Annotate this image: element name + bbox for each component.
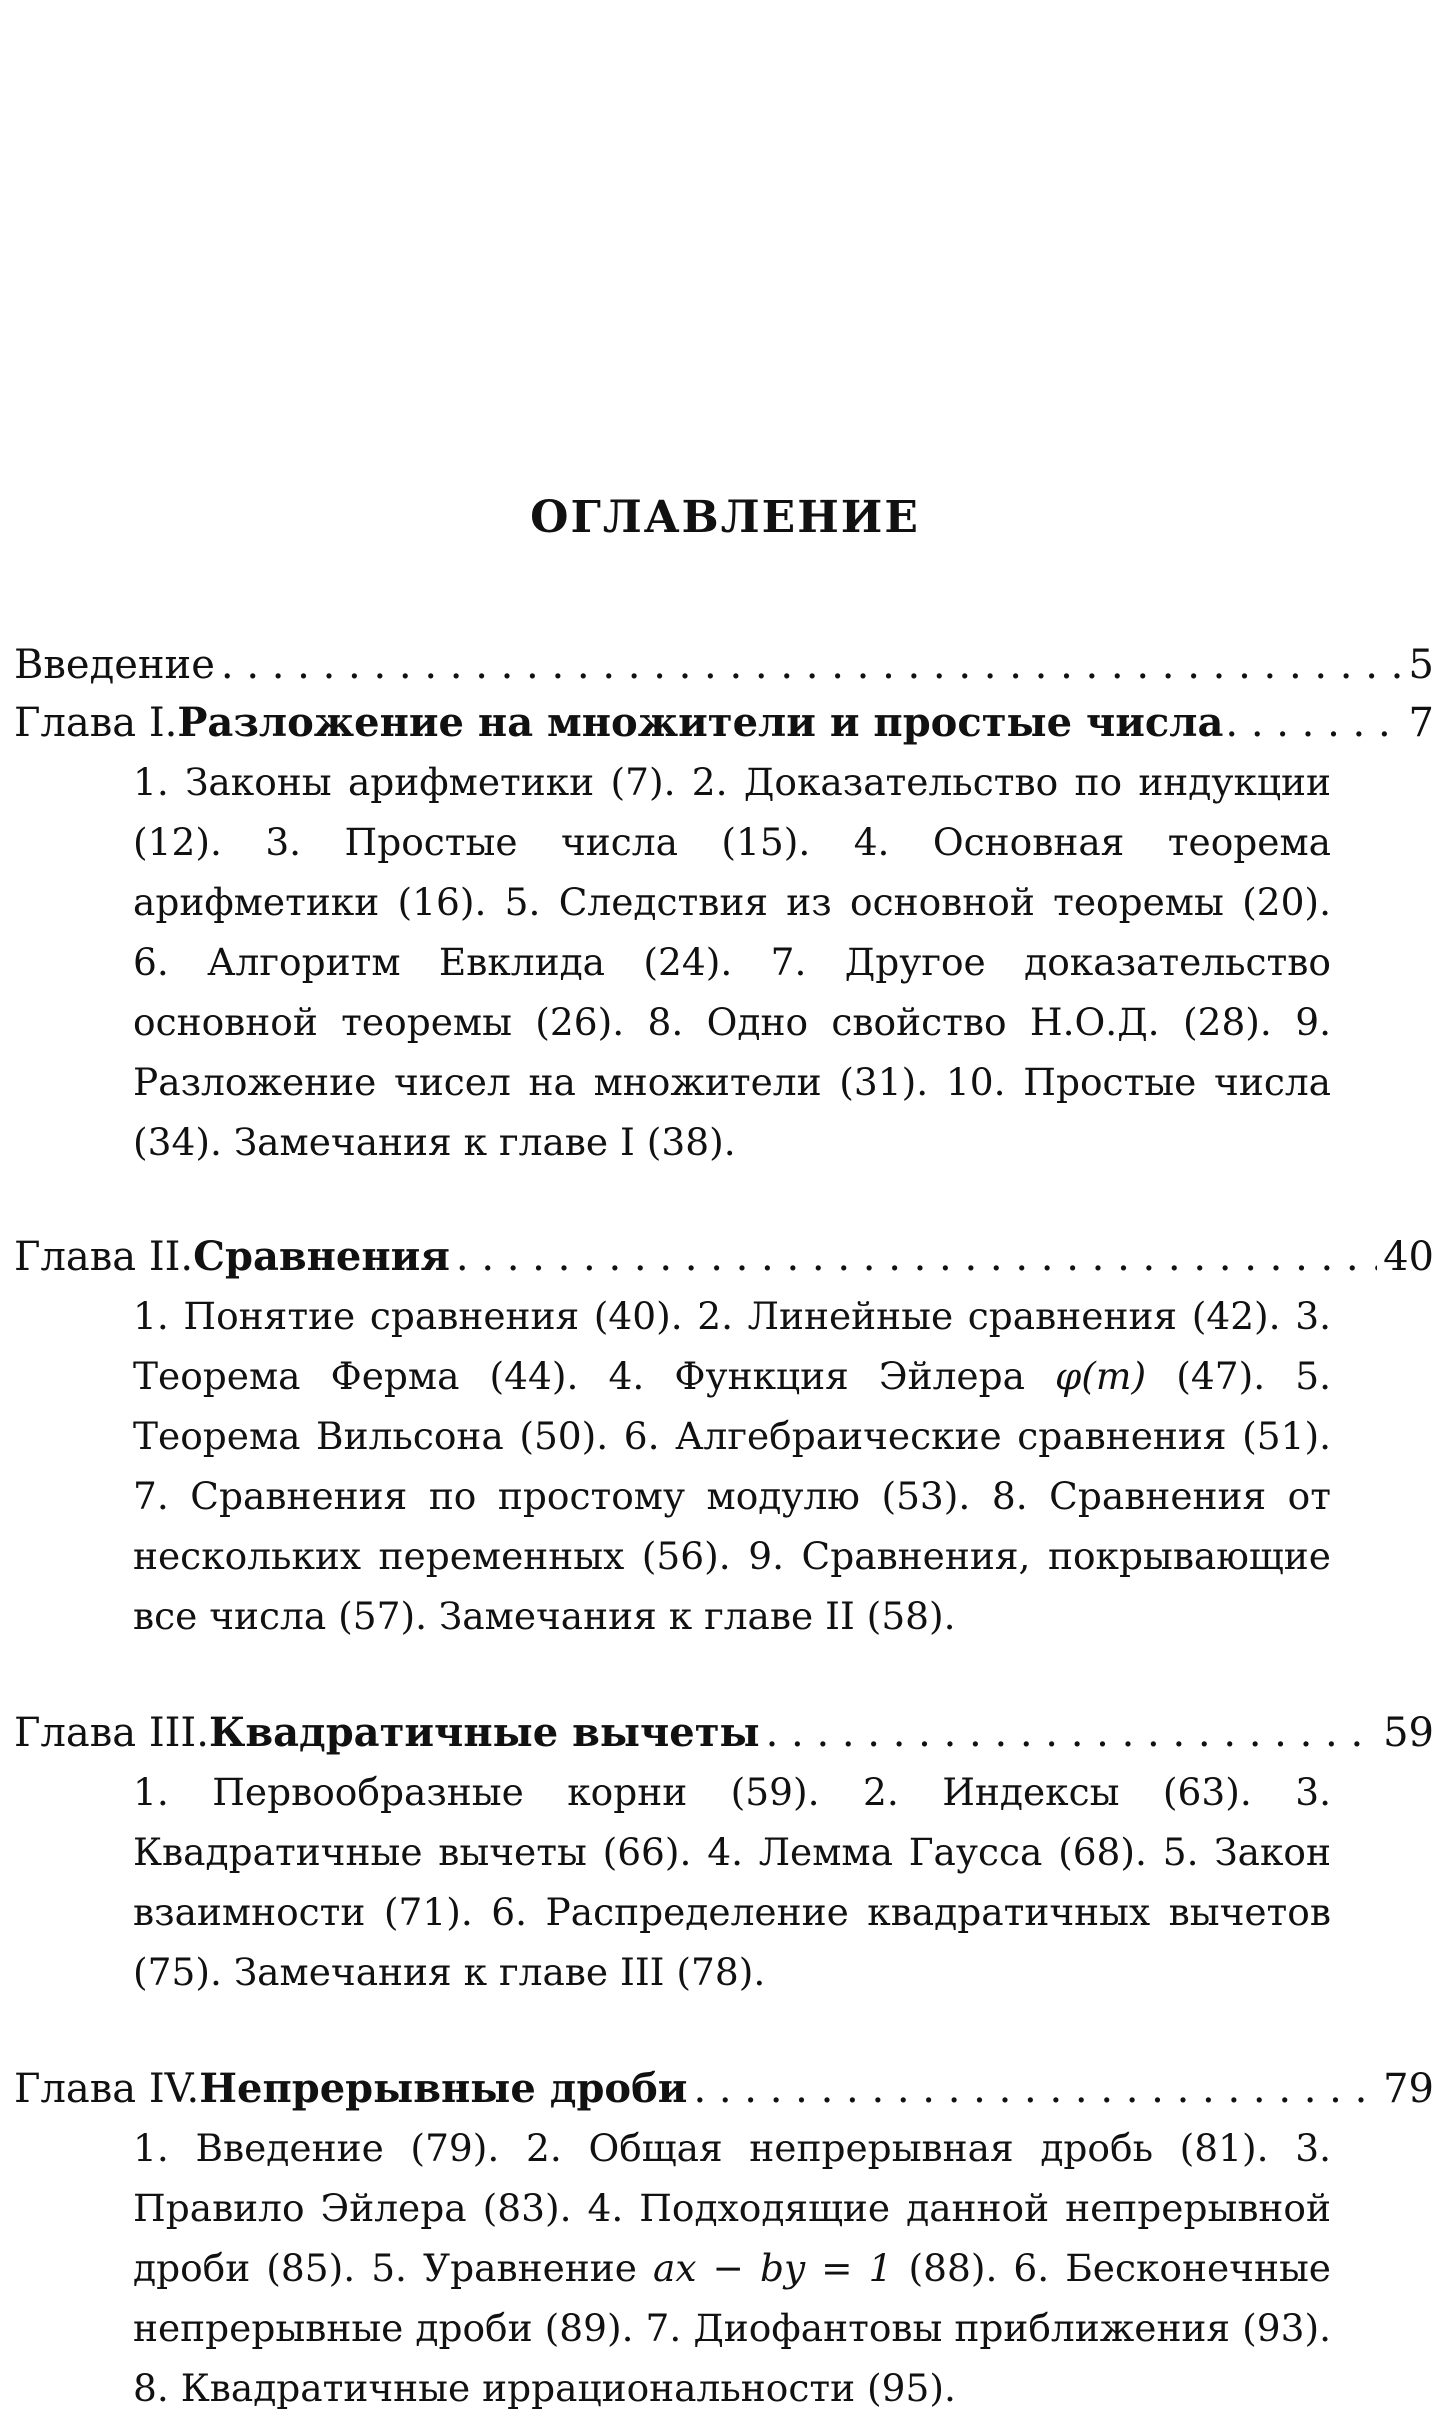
page-number: 40 [1383,1234,1434,1280]
dot-leader [766,1704,1378,1762]
dot-leader [221,636,1403,694]
toc-heading[interactable] [14,694,1434,752]
entry-label: Введение [14,642,215,688]
dot-leader [456,1228,1377,1286]
toc-entry-chapter-1 [14,694,1434,1172]
chapter-contents: 1. Законы арифметики (7). 2. Доказательство по индукции (12). 3. Простые числа (15). 4. Основная теорема арифметики (16). 5. Следствия из основной теоремы (20). 6. Алгоритм Евклида (24). 7. Другое доказательство основной теоремы (26). 8. Одно свойство Н.О.Д. (28). 9. Разложение чисел на множители (31). 10. Простые числа (34). Замечания к главе I (38). [133,760,1331,1164]
page-number: 5 [1408,642,1434,688]
toc-entry-chapter-2 [14,1228,1434,1646]
math-expression: φ(m) [1055,1354,1147,1398]
chapter-contents: 1. Первообразные корни (59). 2. Индексы (63). 3. Квадратичные вычеты (66). 4. Лемма Гаусса (68). 5. Закон взаимности (71). 6. Распределение квадратичных вычетов (75). Замечания к главе III (78). [133,1770,1331,1994]
chapter-number: Глава IV. [14,2066,200,2112]
dot-leader [693,2060,1377,2118]
chapter-number: Глава II. [14,1234,194,1280]
chapter-title: Квадратичные вычеты [208,1709,760,1756]
toc-heading[interactable] [14,1228,1434,1286]
contents-text: 1. Введение (79). 2. Общая непрерывная дробь (81). 3. Правило Эйлера (83). 4. Подходящие данной непрерывной дроби (85). 5. Уравнение [133,2126,1331,2290]
chapter-number: Глава I. [14,700,178,746]
page-title: ОГЛАВЛЕНИЕ [530,492,920,543]
chapter-title: Сравнения [193,1233,450,1280]
toc-entry-introduction [14,636,1434,694]
toc-heading[interactable] [14,1704,1434,1762]
toc-heading[interactable] [14,636,1434,694]
page-number: 7 [1408,700,1434,746]
page-number: 59 [1383,1710,1434,1756]
contents-text: 1. Понятие сравнения (40). 2. Линейные сравнения (42). 3. Теорема Ферма (44). 4. Функция Эйлера [133,1294,1331,1398]
contents-text: (88). 6. Бесконечные непрерывные дроби (89). 7. Диофантовы приближения (93). 8. Квадратичные иррациональности (95). [133,2246,1331,2410]
page-number: 79 [1383,2066,1434,2112]
chapter-number: Глава III. [14,1710,209,1756]
chapter-title: Непрерывные дроби [199,2065,688,2112]
contents-text: (47). 5. Теорема Вильсона (50). 6. Алгебраические сравнения (51). 7. Сравнения по простому модулю (53). 8. Сравнения от нескольких переменных (56). 9. Сравнения, покрывающие все числа (57). Замечания к главе II (58). [133,1354,1331,1638]
chapter-title: Разложение на множители и простые числа [177,699,1224,746]
chapter-contents [133,1286,1331,1646]
chapter-contents [133,2118,1331,2418]
toc-entry-chapter-3 [14,1704,1434,2002]
toc-entry-chapter-4 [14,2060,1434,2418]
dot-leader [1225,694,1402,752]
toc-heading[interactable] [14,2060,1434,2118]
math-expression: ax − by = 1 [652,2246,893,2290]
